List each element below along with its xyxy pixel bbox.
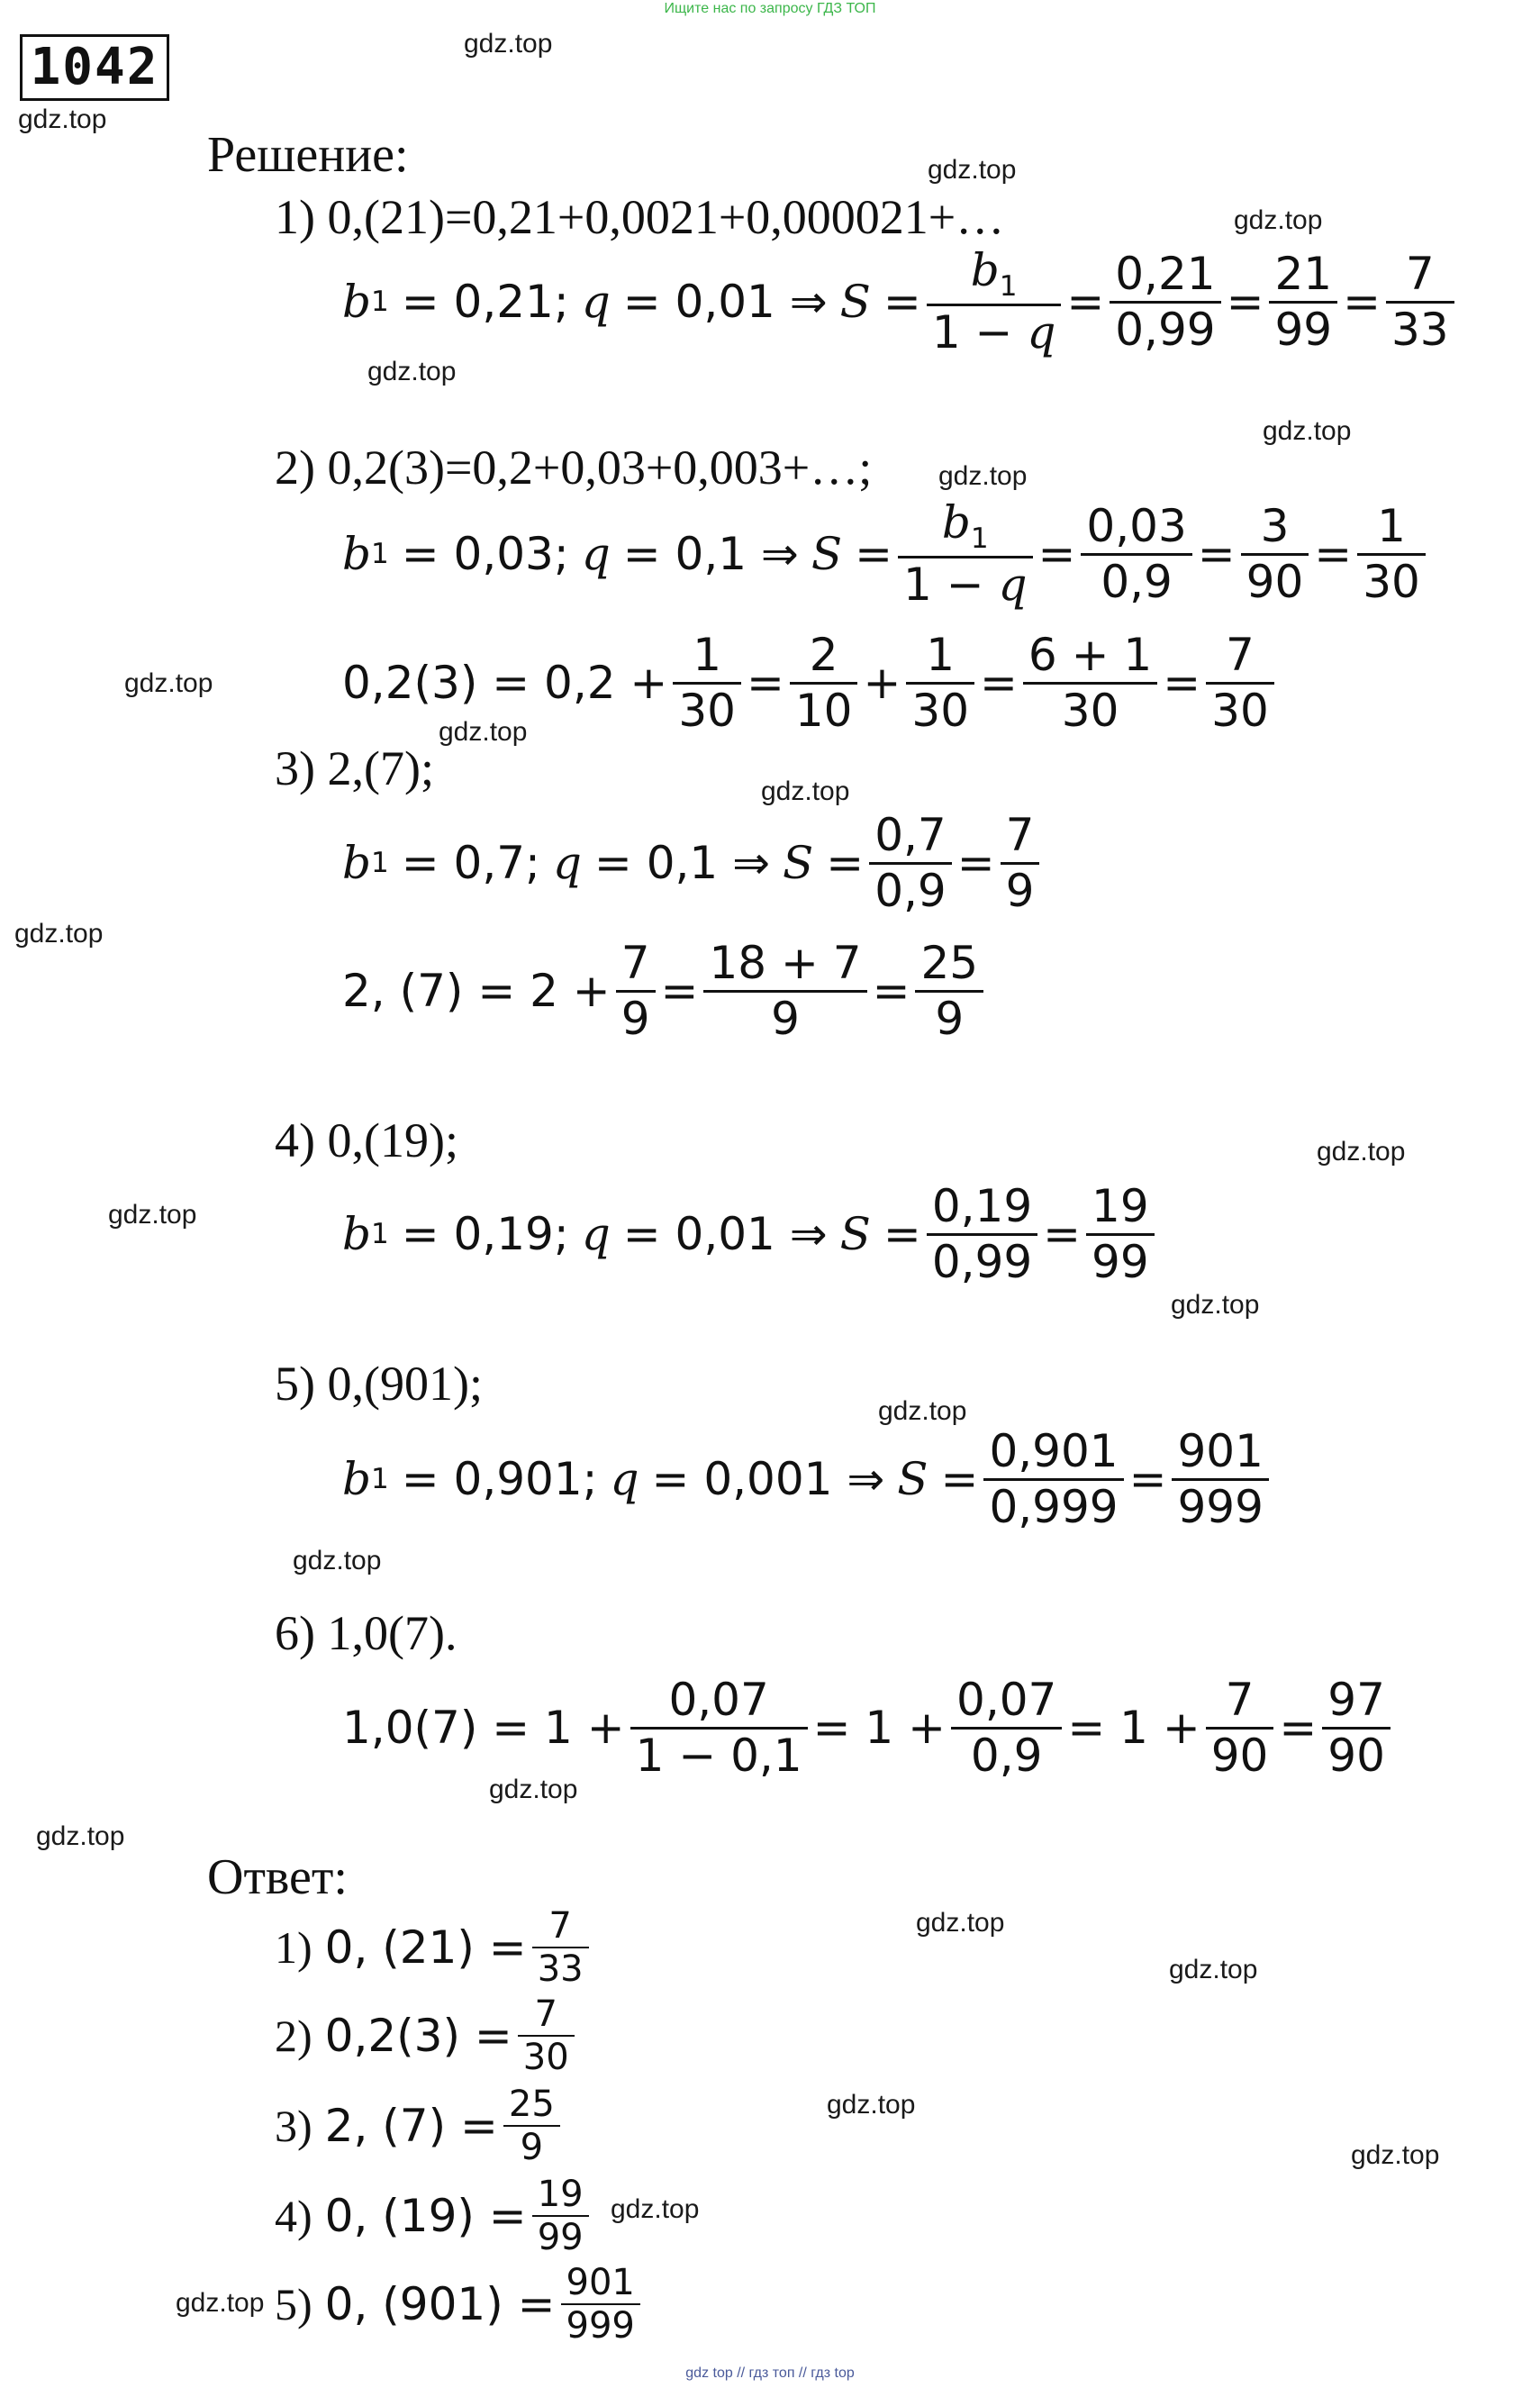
watermark: gdz.top xyxy=(464,29,553,59)
fraction: $\frac{97}{90}$ xyxy=(1322,1676,1391,1779)
fraction: $\frac{0,07}{0,9}$ xyxy=(951,1676,1062,1779)
item-2-formula-1: b 1 = 0,03; q = 0,1 ⇒ S = $\frac{b_1}{1 - q}$ = $\frac{0,03}{0,9}$ = $\frac{3}{90}$ = $\frac{1}{30}$ xyxy=(342,491,1431,617)
b-symbol: b xyxy=(342,276,372,328)
answer-3: 3) 2, (7) = $\frac{25}{9}$ xyxy=(275,2081,566,2171)
fraction: $\frac{6 + 1}{30}$ xyxy=(1023,631,1157,734)
watermark: gdz.top xyxy=(1263,416,1352,446)
watermark: gdz.top xyxy=(878,1396,967,1426)
watermark: gdz.top xyxy=(928,155,1017,185)
watermark: gdz.top xyxy=(1317,1137,1406,1167)
watermark: gdz.top xyxy=(1234,205,1323,235)
watermark: gdz.top xyxy=(18,104,107,134)
fraction: $\frac{7}{9}$ xyxy=(616,940,656,1042)
fraction: $\frac{1}{30}$ xyxy=(1357,503,1426,605)
fraction: $\frac{901}{999}$ xyxy=(1172,1428,1268,1530)
top-promo-note: Ищите нас по запросу ГДЗ ТОП xyxy=(664,1,876,16)
fraction: $\frac{0,7}{0,9}$ xyxy=(869,812,952,914)
item-2-label: 2) 0,2(3)=0,2+0,03+0,003+…; xyxy=(275,440,873,495)
fraction: $\frac{1}{30}$ xyxy=(906,631,974,734)
fraction: $\frac{901}{999}$ xyxy=(561,2264,640,2345)
watermark: gdz.top xyxy=(938,461,1028,491)
watermark: gdz.top xyxy=(293,1546,382,1575)
watermark: gdz.top xyxy=(36,1821,125,1851)
fraction: $\frac{0,901}{0,999}$ xyxy=(983,1428,1123,1530)
watermark: gdz.top xyxy=(1169,1955,1258,1984)
watermark: gdz.top xyxy=(916,1908,1005,1938)
fraction: $\frac{7}{9}$ xyxy=(1001,812,1040,914)
watermark: gdz.top xyxy=(489,1775,578,1804)
item-2-formula-2: 0,2(3) = 0,2 + $\frac{1}{30}$ = $\frac{2}{10}$ + $\frac{1}{30}$ = $\frac{6 + 1}{30}$ = $\frac{7}{30}$ xyxy=(342,620,1280,746)
item-1-label: 1) 0,(21)=0,21+0,0021+0,000021+… xyxy=(275,190,1005,244)
fraction: $\frac{b_1}{1 - q}$ xyxy=(927,247,1062,357)
footer-note: gdz top // гдз топ // гдз top xyxy=(685,2365,855,2381)
item-6-label: 6) 1,0(7). xyxy=(275,1606,457,1660)
fraction: $\frac{7}{30}$ xyxy=(518,1995,575,2076)
item-4-label: 4) 0,(19); xyxy=(275,1113,458,1167)
item-4-formula: b 1 = 0,19; q = 0,01 ⇒ S = $\frac{0,19}{0,99}$ = $\frac{19}{99}$ xyxy=(342,1171,1160,1297)
item-5-label: 5) 0,(901); xyxy=(275,1357,483,1411)
watermark: gdz.top xyxy=(611,2194,700,2224)
answer-4: 4) 0, (19) = $\frac{19}{99}$ xyxy=(275,2171,594,2261)
fraction: $\frac{0,21}{0,99}$ xyxy=(1110,250,1220,353)
fraction: $\frac{7}{33}$ xyxy=(532,1907,589,1988)
item-5-formula: b 1 = 0,901; q = 0,001 ⇒ S = $\frac{0,901}{0,999}$ = $\frac{901}{999}$ xyxy=(342,1416,1274,1542)
fraction: $\frac{1}{30}$ xyxy=(673,631,741,734)
answer-2: 2) 0,2(3) = $\frac{7}{30}$ xyxy=(275,1991,580,2081)
answer-heading: Ответ: xyxy=(207,1849,348,1905)
fraction: $\frac{b_1}{1 - q}$ xyxy=(898,499,1033,609)
fraction: $\frac{18 + 7}{9}$ xyxy=(703,940,866,1042)
watermark: gdz.top xyxy=(1351,2140,1440,2170)
watermark: gdz.top xyxy=(761,776,850,806)
fraction: $\frac{25}{9}$ xyxy=(503,2085,560,2166)
watermark: gdz.top xyxy=(124,668,213,698)
fraction: $\frac{19}{99}$ xyxy=(1086,1183,1155,1285)
fraction: $\frac{7}{90}$ xyxy=(1206,1676,1274,1779)
fraction: $\frac{0,19}{0,99}$ xyxy=(927,1183,1037,1285)
fraction: $\frac{25}{9}$ xyxy=(915,940,983,1042)
item-3-label: 3) 2,(7); xyxy=(275,741,434,795)
watermark: gdz.top xyxy=(827,2090,916,2120)
watermark: gdz.top xyxy=(439,717,528,747)
fraction: $\frac{21}{99}$ xyxy=(1269,250,1337,353)
fraction: $\frac{0,07}{1 - 0,1}$ xyxy=(630,1676,808,1779)
fraction: $\frac{19}{99}$ xyxy=(532,2175,589,2256)
watermark: gdz.top xyxy=(1171,1290,1260,1320)
watermark: gdz.top xyxy=(108,1200,197,1230)
watermark: gdz.top xyxy=(14,919,104,949)
answer-5: 5) 0, (901) = $\frac{901}{999}$ xyxy=(275,2259,646,2349)
item-1-formula: b 1 = 0,21; q = 0,01 ⇒ S = $\frac{b_1}{1 - q}$ = $\frac{0,21}{0,99}$ = $\frac{21}{99}$ = $\frac{7}{33}$ xyxy=(342,239,1460,365)
solution-heading: Решение: xyxy=(207,127,409,183)
fraction: $\frac{0,03}{0,9}$ xyxy=(1081,503,1191,605)
fraction: $\frac{7}{30}$ xyxy=(1206,631,1274,734)
item-3-formula-2: 2, (7) = 2 + $\frac{7}{9}$ = $\frac{18 + 7}{9}$ = $\frac{25}{9}$ xyxy=(342,928,989,1054)
answer-1: 1) 0, (21) = $\frac{7}{33}$ xyxy=(275,1902,594,1993)
fraction: $\frac{2}{10}$ xyxy=(790,631,858,734)
item-3-formula-1: b 1 = 0,7; q = 0,1 ⇒ S = $\frac{0,7}{0,9}$ = $\frac{7}{9}$ xyxy=(342,800,1045,926)
item-6-formula: 1,0(7) = 1 + $\frac{0,07}{1 - 0,1}$ = 1 + $\frac{0,07}{0,9}$ = 1 + $\frac{7}{90}$ = $\frac{97}{90}$ xyxy=(342,1665,1396,1791)
fraction: $\frac{7}{33}$ xyxy=(1386,250,1454,353)
fraction: $\frac{3}{90}$ xyxy=(1241,503,1309,605)
watermark: gdz.top xyxy=(176,2288,265,2318)
task-number: 1042 xyxy=(20,34,169,101)
watermark: gdz.top xyxy=(367,357,457,386)
